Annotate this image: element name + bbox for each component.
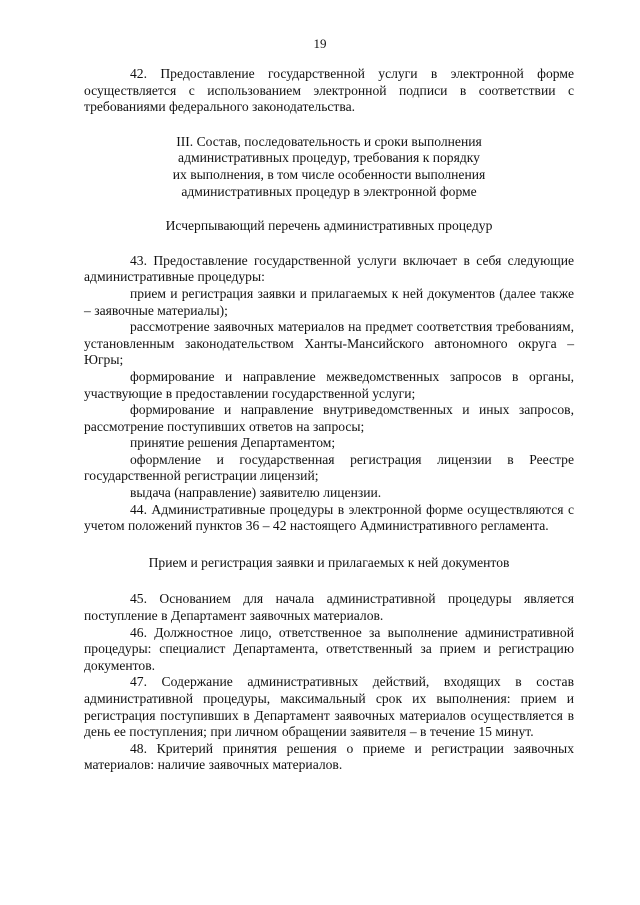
list-item: выдача (направление) заявителю лицензии. (130, 485, 382, 501)
paragraph-42: 42. Предоставление государственной услуги в электронной форме осуществляется с использованием электронной подписи в соответствии с требованиями федерального законодательства. (84, 66, 574, 115)
paragraph-46: 46. Должностное лицо, ответственное за выполнение административной процедуры: специалист Департамента, ответственный за прием и регистрацию документов. (84, 624, 574, 673)
spacer (84, 116, 574, 134)
subsection-heading-reception: Прием и регистрация заявки и прилагаемых к ней документов (148, 554, 510, 570)
spacer (84, 535, 574, 555)
spacer (84, 571, 574, 591)
list-item: формирование и направление внутриведомственных и иных запросов, рассмотрение поступивших ответов на запросы; (84, 402, 574, 434)
list-item: рассмотрение заявочных материалов на предмет соответствия требованиям, установленным законодательством Ханты-Мансийского автономного округа – Югры; (84, 319, 574, 368)
section-heading-line-3: их выполнения, в том числе особенности выполнения (172, 166, 486, 182)
spacer (84, 200, 574, 218)
list-item: принятие решения Департаментом; (130, 435, 336, 451)
section-heading (84, 134, 574, 200)
list-item: прием и регистрация заявки и прилагаемых к ней документов (далее также – заявочные материалы); (84, 285, 574, 318)
paragraph-43: 43. Предоставление государственной услуги включает в себя следующие административные процедуры: (84, 252, 574, 285)
paragraph-45: 45. Основанием для начала административной процедуры является поступление в Департамент заявочных материалов. (84, 591, 574, 624)
document-body (84, 66, 574, 774)
page-number: 19 (313, 36, 327, 51)
spacer (84, 235, 574, 253)
subsection-heading-procedures: Исчерпывающий перечень административных процедур (165, 218, 493, 234)
list-item: формирование и направление межведомственных запросов в органы, участвующие в предоставлении государственной услуги; (84, 368, 574, 401)
section-heading-line-4: административных процедур в электронной форме (181, 183, 477, 199)
paragraph-44: 44. Административные процедуры в электронной форме осуществляются с учетом положений пунктов 36 – 42 настоящего Административного регламента. (84, 501, 574, 534)
paragraph-48: 48. Критерий принятия решения о приеме и регистрации заявочных материалов: наличие заявочных материалов. (84, 740, 574, 773)
section-heading-line-2: административных процедур, требования к порядку (178, 150, 480, 166)
section-heading-line-1: III. Состав, последовательность и сроки выполнения (176, 133, 482, 149)
list-item: оформление и государственная регистрация лицензии в Реестре государственной регистрации лицензий; (84, 451, 574, 484)
paragraph-47: 47. Содержание административных действий, входящих в состав административной процедуры, максимальный срок их выполнения: прием и регистрация поступивших в Департамент заявочных материалов осуществляется в день ее поступления; при личном обращении заявителя – в течение 15 минут. (84, 674, 574, 740)
